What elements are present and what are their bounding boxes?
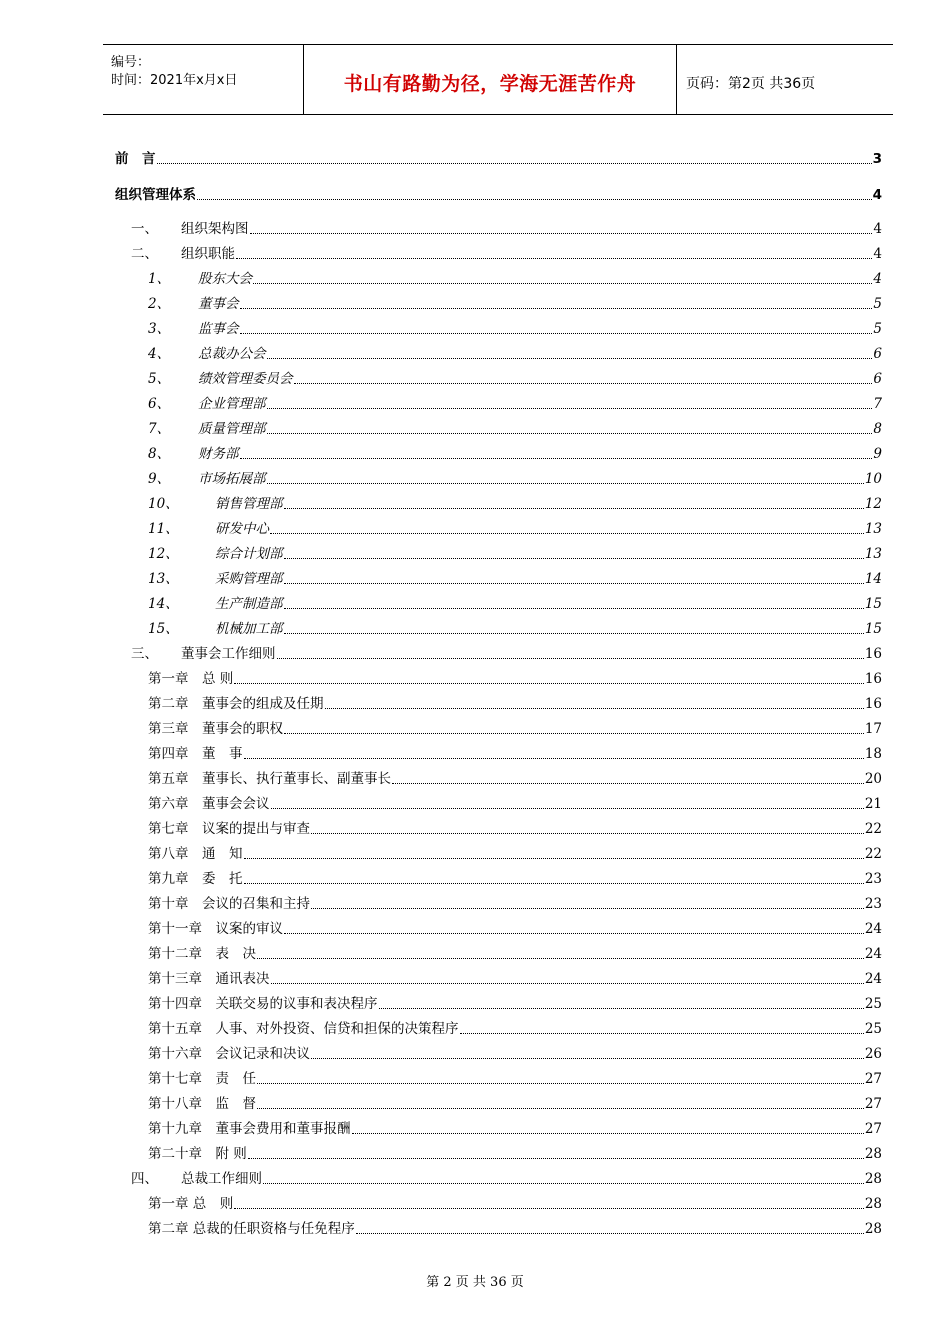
toc-entry-title: 第二十章 附 则 <box>148 1146 247 1162</box>
toc-entry-page: 5 <box>873 321 882 337</box>
toc-entry-title: 组织管理体系 <box>115 187 196 203</box>
toc-dot-leader <box>263 1183 864 1184</box>
toc-entry[interactable] <box>148 693 882 713</box>
toc-entry-title: 董事会 <box>198 296 239 312</box>
toc-entry-page: 15 <box>864 621 882 637</box>
toc-entry-number: 二、 <box>131 246 158 262</box>
page-code: 页码：第2页 共36页 <box>686 76 816 92</box>
toc-entry-title: 监事会 <box>198 321 239 337</box>
toc-entry-number: 7、 <box>148 421 171 437</box>
toc-entry-page: 23 <box>864 896 882 912</box>
toc-entry-title: 第一章 总 则 <box>148 671 234 687</box>
toc-entry-title: 第十九章 董事会费用和董事报酬 <box>148 1121 351 1137</box>
toc-entry-title: 第一章 总 则 <box>148 1196 234 1212</box>
toc-entry-number: 15、 <box>148 621 179 637</box>
toc-entry[interactable] <box>148 918 882 938</box>
toc-dot-leader <box>270 533 864 534</box>
toc-entry[interactable] <box>148 1018 882 1038</box>
toc-dot-leader <box>253 283 872 284</box>
toc-entry-page: 12 <box>864 496 882 512</box>
toc-entry-title: 生产制造部 <box>215 596 283 612</box>
toc-dot-leader <box>244 758 864 759</box>
toc-dot-leader <box>284 733 864 734</box>
toc-dot-leader <box>267 433 873 434</box>
toc-dot-leader <box>248 1158 864 1159</box>
toc-entry[interactable] <box>148 518 882 538</box>
toc-entry-page: 6 <box>873 371 882 387</box>
toc-entry[interactable] <box>148 1043 882 1063</box>
toc-dot-leader <box>267 358 873 359</box>
toc-entry-title: 第六章 董事会会议 <box>148 796 270 812</box>
toc-dot-leader <box>250 233 873 234</box>
toc-entry[interactable] <box>131 1168 882 1188</box>
toc-entry-title: 第四章 董 事 <box>148 746 243 762</box>
toc-entry-page: 20 <box>864 771 882 787</box>
toc-entry-title: 市场拓展部 <box>198 471 266 487</box>
toc-dot-leader <box>284 933 864 934</box>
page-footer: 第 2 页 共 36 页 <box>426 1275 524 1290</box>
toc-entry-title: 第十一章 议案的审议 <box>148 921 283 937</box>
toc-entry[interactable] <box>148 843 882 863</box>
toc-entry-page: 13 <box>864 521 882 537</box>
toc-entry-title: 销售管理部 <box>215 496 283 512</box>
toc-dot-leader <box>157 163 872 164</box>
toc-entry-number: 9、 <box>148 471 171 487</box>
toc-dot-leader <box>244 858 864 859</box>
toc-entry-title: 第十二章 表 决 <box>148 946 256 962</box>
toc-entry-page: 16 <box>864 646 882 662</box>
toc-dot-leader <box>197 199 872 200</box>
toc-dot-leader <box>392 783 864 784</box>
toc-dot-leader <box>294 383 873 384</box>
toc-entry[interactable] <box>148 1193 882 1213</box>
toc-entry-page: 27 <box>864 1096 882 1112</box>
toc-entry-page: 13 <box>864 546 882 562</box>
toc-entry-title: 第十章 会议的召集和主持 <box>148 896 310 912</box>
toc-entry[interactable] <box>148 1218 882 1238</box>
toc-dot-leader <box>325 708 864 709</box>
toc-dot-leader <box>311 1058 864 1059</box>
toc-entry[interactable] <box>148 593 882 613</box>
toc-entry[interactable] <box>148 493 882 513</box>
toc-entry-number: 1、 <box>148 271 171 287</box>
toc-entry[interactable] <box>131 643 882 663</box>
toc-entry[interactable] <box>148 468 882 488</box>
toc-entry-page: 28 <box>864 1221 882 1237</box>
toc-entry-number: 四、 <box>131 1171 158 1187</box>
toc-entry-page: 27 <box>864 1071 882 1087</box>
toc-entry-page: 28 <box>864 1146 882 1162</box>
toc-entry-page: 22 <box>864 846 882 862</box>
toc-entry-page: 8 <box>873 421 882 437</box>
header-motto-cell <box>304 45 677 114</box>
toc-entry-number: 4、 <box>148 346 171 362</box>
toc-dot-leader <box>284 508 864 509</box>
toc-entry-page: 24 <box>864 921 882 937</box>
toc-entry-title: 第十四章 关联交易的议事和表决程序 <box>148 996 378 1012</box>
toc-entry-page: 25 <box>864 1021 882 1037</box>
toc-dot-leader <box>240 333 873 334</box>
toc-entry-title: 第二章 总裁的任职资格与任免程序 <box>148 1221 355 1237</box>
toc-entry-title: 第十七章 责 任 <box>148 1071 256 1087</box>
toc-entry[interactable] <box>148 668 882 688</box>
toc-entry-number: 13、 <box>148 571 179 587</box>
toc-entry[interactable] <box>148 618 882 638</box>
toc-entry-page: 10 <box>864 471 882 487</box>
toc-dot-leader <box>234 683 864 684</box>
toc-entry-number: 11、 <box>148 521 179 537</box>
toc-dot-leader <box>277 658 864 659</box>
toc-entry-number: 14、 <box>148 596 179 612</box>
toc-entry-page: 9 <box>873 446 882 462</box>
toc-entry[interactable] <box>148 818 882 838</box>
toc-entry[interactable] <box>148 893 882 913</box>
toc-entry-number: 三、 <box>131 646 158 662</box>
toc-dot-leader <box>257 958 864 959</box>
toc-dot-leader <box>356 1233 864 1234</box>
toc-entry-title: 第十八章 监 督 <box>148 1096 256 1112</box>
toc-dot-leader <box>284 558 864 559</box>
toc-entry-page: 3 <box>872 151 882 167</box>
toc-entry[interactable] <box>148 318 882 338</box>
toc-dot-leader <box>284 608 864 609</box>
toc-entry[interactable] <box>148 1118 882 1138</box>
toc-entry-title: 质量管理部 <box>198 421 266 437</box>
toc-entry-page: 15 <box>864 596 882 612</box>
toc-dot-leader <box>460 1033 864 1034</box>
toc-entry[interactable] <box>148 793 882 813</box>
toc-entry-page: 26 <box>864 1046 882 1062</box>
toc-entry-title: 第十五章 人事、对外投资、信贷和担保的决策程序 <box>148 1021 459 1037</box>
toc-entry-page: 6 <box>873 346 882 362</box>
toc-dot-leader <box>284 583 864 584</box>
toc-entry[interactable] <box>148 268 882 288</box>
toc-entry-title: 财务部 <box>198 446 239 462</box>
toc-entry[interactable] <box>131 243 882 263</box>
toc-entry[interactable] <box>148 343 882 363</box>
toc-entry-title: 前 言 <box>115 151 156 167</box>
toc-entry-title: 机械加工部 <box>215 621 283 637</box>
toc-entry[interactable] <box>148 568 882 588</box>
toc-dot-leader <box>267 408 873 409</box>
toc-entry-page: 21 <box>864 796 882 812</box>
toc-dot-leader <box>257 1083 864 1084</box>
header-info-cell <box>103 45 304 114</box>
toc-entry-page: 4 <box>873 246 882 262</box>
toc-entry-page: 28 <box>864 1196 882 1212</box>
toc-entry-title: 总裁办公会 <box>198 346 266 362</box>
header-page-cell <box>677 45 893 114</box>
toc-entry-page: 24 <box>864 971 882 987</box>
toc-dot-leader <box>240 458 873 459</box>
toc-entry[interactable] <box>115 148 882 168</box>
toc-entry-page: 25 <box>864 996 882 1012</box>
toc-entry[interactable] <box>148 368 882 388</box>
toc-entry[interactable] <box>148 443 882 463</box>
toc-entry-title: 研发中心 <box>215 521 269 537</box>
toc-dot-leader <box>311 833 864 834</box>
toc-entry-number: 6、 <box>148 396 171 412</box>
toc-dot-leader <box>267 483 864 484</box>
toc-entry-title: 第七章 议案的提出与审查 <box>148 821 310 837</box>
date-label: 时间：2021年x月x日 <box>111 73 238 88</box>
toc-entry[interactable] <box>148 418 882 438</box>
toc-entry[interactable] <box>148 1143 882 1163</box>
toc-entry[interactable] <box>148 993 882 1013</box>
toc-entry-title: 第八章 通 知 <box>148 846 243 862</box>
toc-entry-title: 综合计划部 <box>215 546 283 562</box>
toc-dot-leader <box>244 883 864 884</box>
toc-dot-leader <box>311 908 864 909</box>
toc-entry[interactable] <box>148 868 882 888</box>
toc-entry-title: 企业管理部 <box>198 396 266 412</box>
toc-entry-number: 2、 <box>148 296 171 312</box>
toc-entry-page: 4 <box>872 187 882 203</box>
toc-entry-page: 16 <box>864 671 882 687</box>
toc-dot-leader <box>284 633 864 634</box>
toc-entry-number: 一、 <box>131 221 158 237</box>
toc-entry-number: 10、 <box>148 496 179 512</box>
motto: 书山有路勤为径，学海无涯苦作舟 <box>343 73 637 95</box>
toc-dot-leader <box>236 258 872 259</box>
toc-entry[interactable] <box>148 293 882 313</box>
toc-entry-page: 24 <box>864 946 882 962</box>
toc-entry-title: 第二章 董事会的组成及任期 <box>148 696 324 712</box>
toc-dot-leader <box>240 308 873 309</box>
toc-entry-page: 18 <box>864 746 882 762</box>
toc-entry-title: 第三章 董事会的职权 <box>148 721 283 737</box>
toc-entry-title: 第九章 委 托 <box>148 871 243 887</box>
toc-dot-leader <box>271 808 864 809</box>
toc-entry-title: 总裁工作细则 <box>181 1171 262 1187</box>
toc-dot-leader <box>352 1133 864 1134</box>
toc-entry-page: 14 <box>864 571 882 587</box>
toc-entry[interactable] <box>148 968 882 988</box>
toc-entry-number: 8、 <box>148 446 171 462</box>
toc-entry-page: 28 <box>864 1171 882 1187</box>
toc-entry-title: 组织职能 <box>181 246 235 262</box>
toc-entry[interactable] <box>148 718 882 738</box>
number-label: 编号： <box>111 55 151 70</box>
toc-entry[interactable] <box>148 943 882 963</box>
toc-entry-page: 23 <box>864 871 882 887</box>
toc-entry-title: 第十六章 会议记录和决议 <box>148 1046 310 1062</box>
toc-entry-title: 采购管理部 <box>215 571 283 587</box>
toc-entry[interactable] <box>148 1093 882 1113</box>
toc-entry[interactable] <box>148 768 882 788</box>
toc-entry-page: 17 <box>864 721 882 737</box>
toc-entry[interactable] <box>131 218 882 238</box>
toc-entry-page: 7 <box>873 396 882 412</box>
toc-entry[interactable] <box>148 743 882 763</box>
toc-dot-leader <box>379 1008 864 1009</box>
toc-dot-leader <box>234 1208 864 1209</box>
toc-entry-title: 绩效管理委员会 <box>198 371 293 387</box>
toc-entry[interactable] <box>148 543 882 563</box>
toc-entry-title: 董事会工作细则 <box>181 646 276 662</box>
toc-entry-number: 12、 <box>148 546 179 562</box>
toc-entry[interactable] <box>148 1068 882 1088</box>
toc-dot-leader <box>271 983 864 984</box>
toc-entry-page: 22 <box>864 821 882 837</box>
page-header <box>103 44 893 115</box>
toc-entry-page: 4 <box>873 221 882 237</box>
toc-entry-page: 27 <box>864 1121 882 1137</box>
toc-entry-title: 组织架构图 <box>181 221 249 237</box>
toc-entry-title: 第五章 董事长、执行董事长、副董事长 <box>148 771 391 787</box>
toc-entry-title: 股东大会 <box>198 271 252 287</box>
toc-entry-number: 3、 <box>148 321 171 337</box>
toc-entry[interactable] <box>148 393 882 413</box>
toc-dot-leader <box>257 1108 864 1109</box>
toc-entry-page: 5 <box>873 296 882 312</box>
toc-entry[interactable] <box>115 184 882 204</box>
toc-entry-page: 4 <box>873 271 882 287</box>
toc-entry-page: 16 <box>864 696 882 712</box>
toc-entry-number: 5、 <box>148 371 171 387</box>
toc-entry-title: 第十三章 通讯表决 <box>148 971 270 987</box>
